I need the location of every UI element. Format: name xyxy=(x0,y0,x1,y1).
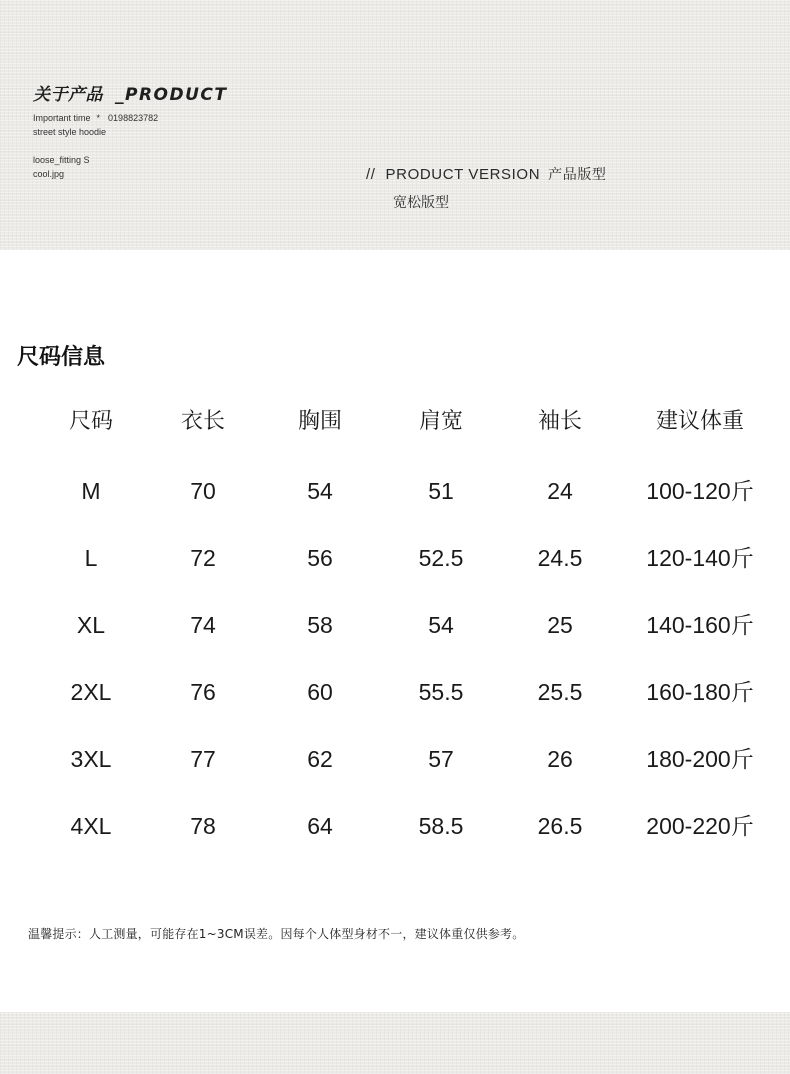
header-title-cn: 关于产品 xyxy=(33,85,103,105)
star-mark: * xyxy=(96,113,101,123)
table-cell-length: 78 xyxy=(190,813,216,839)
table-cell-sleeve: 24.5 xyxy=(537,545,583,571)
table-header-weight: 建议体重 xyxy=(655,409,745,434)
table-cell-length: 76 xyxy=(190,679,216,705)
table-cell-chest: 58 xyxy=(307,612,333,638)
style-line: street style hoodie xyxy=(33,127,107,137)
table-cell-chest: 64 xyxy=(307,813,333,839)
table-cell-size: 2XL xyxy=(70,679,112,705)
table-header-chest: 胸围 xyxy=(297,409,343,434)
table-cell-chest: 62 xyxy=(307,746,333,772)
table-cell-sleeve: 25 xyxy=(547,612,573,638)
table-cell-shoulder: 58.5 xyxy=(418,813,464,839)
table-cell-sleeve: 25.5 xyxy=(537,679,583,705)
table-cell-size: L xyxy=(84,545,98,571)
table-cell-chest: 56 xyxy=(307,545,333,571)
table-cell-length: 77 xyxy=(190,746,216,772)
table-cell-length: 74 xyxy=(190,612,216,638)
version-label-cn: 产品版型 xyxy=(548,167,607,183)
version-slashes: // xyxy=(366,166,376,183)
footer-linen-background xyxy=(0,1012,790,1074)
section-title: 尺码信息 xyxy=(17,345,106,370)
table-cell-chest: 60 xyxy=(307,679,333,705)
table-cell-weight: 200-220斤 xyxy=(646,813,754,839)
table-cell-sleeve: 26 xyxy=(547,746,573,772)
header-linen-background xyxy=(0,0,790,250)
table-cell-sleeve: 24 xyxy=(547,478,573,504)
table-cell-shoulder: 54 xyxy=(428,612,454,638)
table-cell-size: 4XL xyxy=(70,813,112,839)
table-cell-size: XL xyxy=(76,612,106,638)
table-header-sleeve: 袖长 xyxy=(537,409,583,434)
table-cell-shoulder: 57 xyxy=(428,746,454,772)
table-header-length: 衣长 xyxy=(180,409,226,434)
important-time-line xyxy=(33,113,158,123)
file-line: cool.jpg xyxy=(33,169,65,179)
table-cell-shoulder: 52.5 xyxy=(418,545,464,571)
measurement-note: 温馨提示：人工测量，可能存在1~3CM误差。因每个人体型身材不一，建议体重仅供参考。 xyxy=(28,927,525,941)
important-time-value: 0198823782 xyxy=(108,113,159,123)
table-cell-weight: 100-120斤 xyxy=(646,478,754,504)
table-cell-weight: 120-140斤 xyxy=(646,545,754,571)
header-title-en: _PRODUCT xyxy=(115,85,228,105)
version-value: 宽松版型 xyxy=(393,195,449,211)
table-cell-shoulder: 51 xyxy=(428,478,454,504)
fit-line: loose_fitting S xyxy=(33,155,90,165)
table-cell-size: M xyxy=(81,478,101,504)
table-cell-weight: 160-180斤 xyxy=(646,679,754,705)
version-label: PRODUCT VERSION xyxy=(385,166,541,183)
table-cell-length: 72 xyxy=(190,545,216,571)
important-time-label: Important time xyxy=(33,113,91,123)
header-title xyxy=(33,80,228,105)
table-cell-length: 70 xyxy=(190,478,216,504)
table-header-shoulder: 肩宽 xyxy=(418,409,464,434)
table-cell-weight: 180-200斤 xyxy=(646,746,754,772)
table-cell-sleeve: 26.5 xyxy=(537,813,583,839)
table-cell-shoulder: 55.5 xyxy=(418,679,464,705)
table-cell-weight: 140-160斤 xyxy=(646,612,754,638)
table-cell-size: 3XL xyxy=(70,746,112,772)
table-cell-chest: 54 xyxy=(307,478,333,504)
product-version-line xyxy=(366,164,607,184)
table-header-size: 尺码 xyxy=(68,409,114,434)
